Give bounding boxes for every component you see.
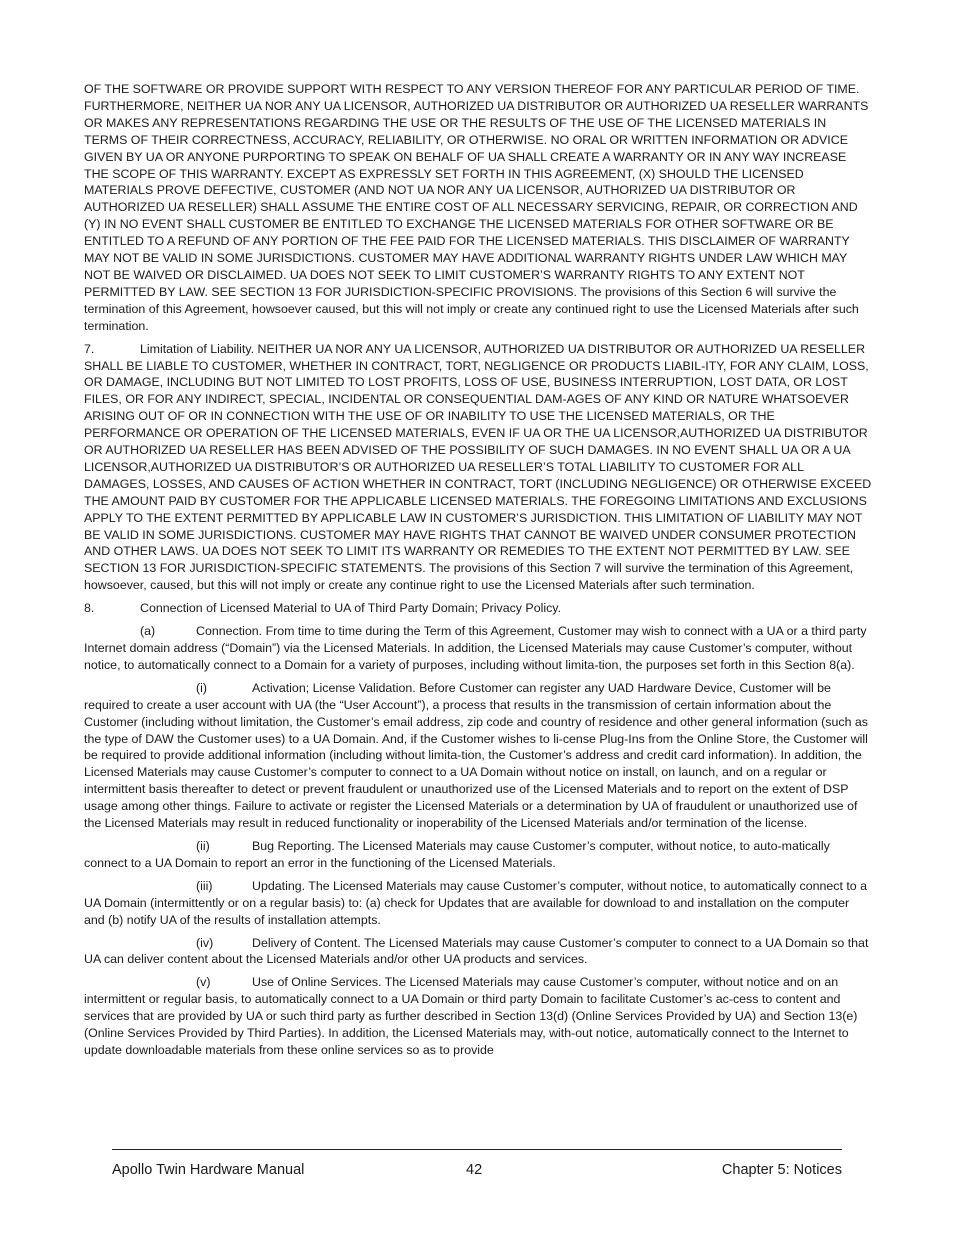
item-iii	[84, 878, 872, 929]
section-number: 8.	[84, 601, 95, 616]
document-body	[84, 81, 872, 1065]
section-8a-text: Connection. From time to time during the Term of this Agreement, Customer may wish to connect with a UA or a third party Internet domain address (“Domain”) via the Licensed Materials. In addition, the Licensed Materials may cause Customer’s computer, without notice, to automatically connect to a Domain for a variety of purposes, including without limita-tion, the purposes set forth in this Section 8(a).	[84, 624, 867, 672]
section-number: 7.	[84, 341, 95, 356]
item-v	[84, 974, 872, 1059]
section-8-heading: Connection of Licensed Material to UA of Third Party Domain; Privacy Policy.	[140, 601, 562, 616]
item-i-text: Activation; License Validation. Before Customer can register any UAD Hardware Device, Customer will be required to create a user account with UA (the “User Account”), a process that results in the transmission of certain information about the Customer (including without limitation, the Customer’s email address, zip code and country of residence and other general information (such as the type of DAW the Customer uses) to a UA Domain. And, if the Customer wishes to li-cense Plug-Ins from the Online Store, the Customer will be required to provide additional information (including without limita-tion, the Customer’s address and credit card information). In addition, the Licensed Materials may cause Customer’s computer to connect to a UA Domain without notice on install, on launch, and on a regular or intermittent basis thereafter to detect or prevent fraudulent or unauthorized use of the Licensed Materials and to report on the extent of DSP usage among other things. Failure to activate or register the Licensed Materials or a determination by UA of fraudulent or unauthorized use of the Licensed Materials may result in reduced functionality or inoperability of the Licensed Materials and/or termination of the license.	[84, 680, 868, 831]
section-7-text: Limitation of Liability. NEITHER UA NOR ANY UA LICENSOR, AUTHORIZED UA DISTRIBUTOR OR AUTHORIZED UA RESELLER SHALL BE LIABLE TO CUSTOMER, WHETHER IN CONTRACT, TORT, NEGLIGENCE OR PRODUCTS LIABIL-ITY, FOR ANY CLAIM, LOSS, OR DAMAGE, INCLUDING BUT NOT LIMITED TO LOST PROFITS, LOSS OF USE, BUSINESS INTERRUPTION, LOST DATA, OR LOST FILES, OR FOR ANY INDIRECT, SPECIAL, INCIDENTAL OR CONSEQUENTIAL DAM-AGES OF ANY KIND OR NATURE WHATSOEVER ARISING OUT OF OR IN CONNECTION WITH THE USE OF OR INABILITY TO USE THE LICENSED MATERIALS, OR THE PERFORMANCE OR OPERATION OF THE LICENSED MATERIALS, EVEN IF UA OR THE UA LICENSOR,AUTHORIZED UA DISTRIBUTOR OR AUTHORIZED UA RESELLER HAS BEEN ADVISED OF THE POSSIBILITY OF SUCH DAMAGES. IN NO EVENT SHALL UA OR A UA LICENSOR,AUTHORIZED UA DISTRIBUTOR’S OR AUTHORIZED UA RESELLER’S TOTAL LIABILITY TO CUSTOMER FOR ALL DAMAGES, LOSSES, AND CAUSES OF ACTION WHETHER IN CONTRACT, TORT (INCLUDING NEGLIGENCE) OR OTHERWISE EXCEED THE AMOUNT PAID BY CUSTOMER FOR THE APPLICABLE LICENSED MATERIALS. THE FOREGOING LIMITATIONS AND EXCLUSIONS APPLY TO THE EXTENT PERMITTED BY APPLICABLE LAW IN CUSTOMER’S JURISDICTION. THIS LIMITATION OF LIABILITY MAY NOT BE VALID IN SOME JURISDICTIONS. CUSTOMER MAY HAVE RIGHTS THAT CANNOT BE WAIVED UNDER CONSUMER PROTECTION AND OTHER LAWS. UA DOES NOT SEEK TO LIMIT ITS WARRANTY OR REMEDIES TO THE EXTENT NOT PERMITTED BY LAW. SEE SECTION 13 FOR JURISDICTION-SPECIFIC STATEMENTS. The provisions of this Section 7 will survive the termination of this Agreement, howsoever, caused, but this will not imply or create any continue right to use the Licensed Materials after such termination.	[84, 341, 872, 593]
section-8a	[84, 623, 872, 674]
item-label: (iii)	[196, 878, 213, 893]
item-iii-text: Updating. The Licensed Materials may cause Customer’s computer, without notice, to automatically connect to a UA Domain (intermittently or on a regular basis) to: (a) check for Updates that are available for download to and installation on the computer and (b) notify UA of the results of installation attempts.	[84, 878, 868, 927]
footer-manual-title: Apollo Twin Hardware Manual	[112, 1162, 305, 1178]
section-6-continuation: OF THE SOFTWARE OR PROVIDE SUPPORT WITH RESPECT TO ANY VERSION THEREOF FOR ANY PARTICULAR PERIOD OF TIME. FURTHERMORE, NEITHER UA NOR ANY UA LICENSOR, AUTHORIZED UA DISTRIBUTOR OR AUTHORIZED UA RESELLER WARRANTS OR MAKES ANY REPRESENTATIONS REGARDING THE USE OR THE RESULTS OF THE USE OF THE LICENSED MATERIALS IN TERMS OF THEIR CORRECTNESS, ACCURACY, RELIABILITY, OR OTHERWISE. NO ORAL OR WRITTEN INFORMATION OR ADVICE GIVEN BY UA OR ANYONE PURPORTING TO SPEAK ON BEHALF OF UA SHALL CREATE A WARRANTY OR IN ANY WAY INCREASE THE SCOPE OF THIS WARRANTY. EXCEPT AS EXPRESSLY SET FORTH IN THIS AGREEMENT, (X) SHOULD THE LICENSED MATERIALS PROVE DEFECTIVE, CUSTOMER (AND NOT UA NOR ANY UA LICENSOR, AUTHORIZED UA DISTRIBUTOR OR AUTHORIZED UA RESELLER) SHALL ASSUME THE ENTIRE COST OF ALL NECESSARY SERVICING, REPAIR, OR CORRECTION AND (Y) IN NO EVENT SHALL CUSTOMER BE ENTITLED TO EXCHANGE THE LICENSED MATERIALS FOR OTHER SOFTWARE OR BE ENTITLED TO A REFUND OF ANY PORTION OF THE FEE PAID FOR THE LICENSED MATERIALS. THIS DISCLAIMER OF WARRANTY MAY NOT BE VALID IN SOME JURISDICTIONS. CUSTOMER MAY HAVE ADDITIONAL WARRANTY RIGHTS UNDER LAW WHICH MAY NOT BE WAIVED OR DISCLAIMED. UA DOES NOT SEEK TO LIMIT CUSTOMER’S WARRANTY RIGHTS TO ANY EXTENT NOT PERMITTED BY LAW. SEE SECTION 13 FOR JURISDICTION-SPECIFIC PROVISIONS. The provisions of this Section 6 will survive the termination of this Agreement, howsoever caused, but this will not imply or create any continued right to use the Licensed Materials after such termination.	[84, 82, 869, 333]
item-v-text: Use of Online Services. The Licensed Materials may cause Customer’s computer, without notice and on an intermittent or regular basis, to automatically connect to a UA Domain or third party Domain to facilitate Customer’s ac-cess to content and services that are provided by UA or such third party as further described in Section 13(d) (Online Services Provided by UA) and Section 13(e) (Online Services Provided by Third Parties). In addition, the Licensed Materials may, with-out notice, automatically connect to the Internet to update downloadable materials from these online services so as to provide	[84, 975, 858, 1057]
item-ii	[84, 838, 872, 872]
item-label: (v)	[196, 975, 211, 990]
section-8	[84, 600, 872, 617]
item-label: (ii)	[196, 838, 210, 853]
item-ii-text: Bug Reporting. The Licensed Materials may cause Customer’s computer, without notice, to auto-matically connect to a UA Domain to report an error in the functioning of the Licensed Materials.	[84, 838, 830, 870]
item-iv	[84, 935, 872, 969]
item-label: (iv)	[196, 935, 214, 950]
item-iv-text: Delivery of Content. The Licensed Materials may cause Customer’s computer to connect to a UA Domain so that UA can deliver content about the Licensed Materials and/or other UA products and services.	[84, 935, 869, 967]
page-number: 42	[466, 1162, 483, 1178]
item-label: (i)	[196, 680, 208, 695]
footer-chapter: Chapter 5: Notices	[721, 1162, 842, 1178]
subsection-label: (a)	[140, 624, 156, 639]
section-7	[84, 341, 872, 595]
footer-divider	[112, 1149, 842, 1150]
item-i	[84, 680, 872, 832]
